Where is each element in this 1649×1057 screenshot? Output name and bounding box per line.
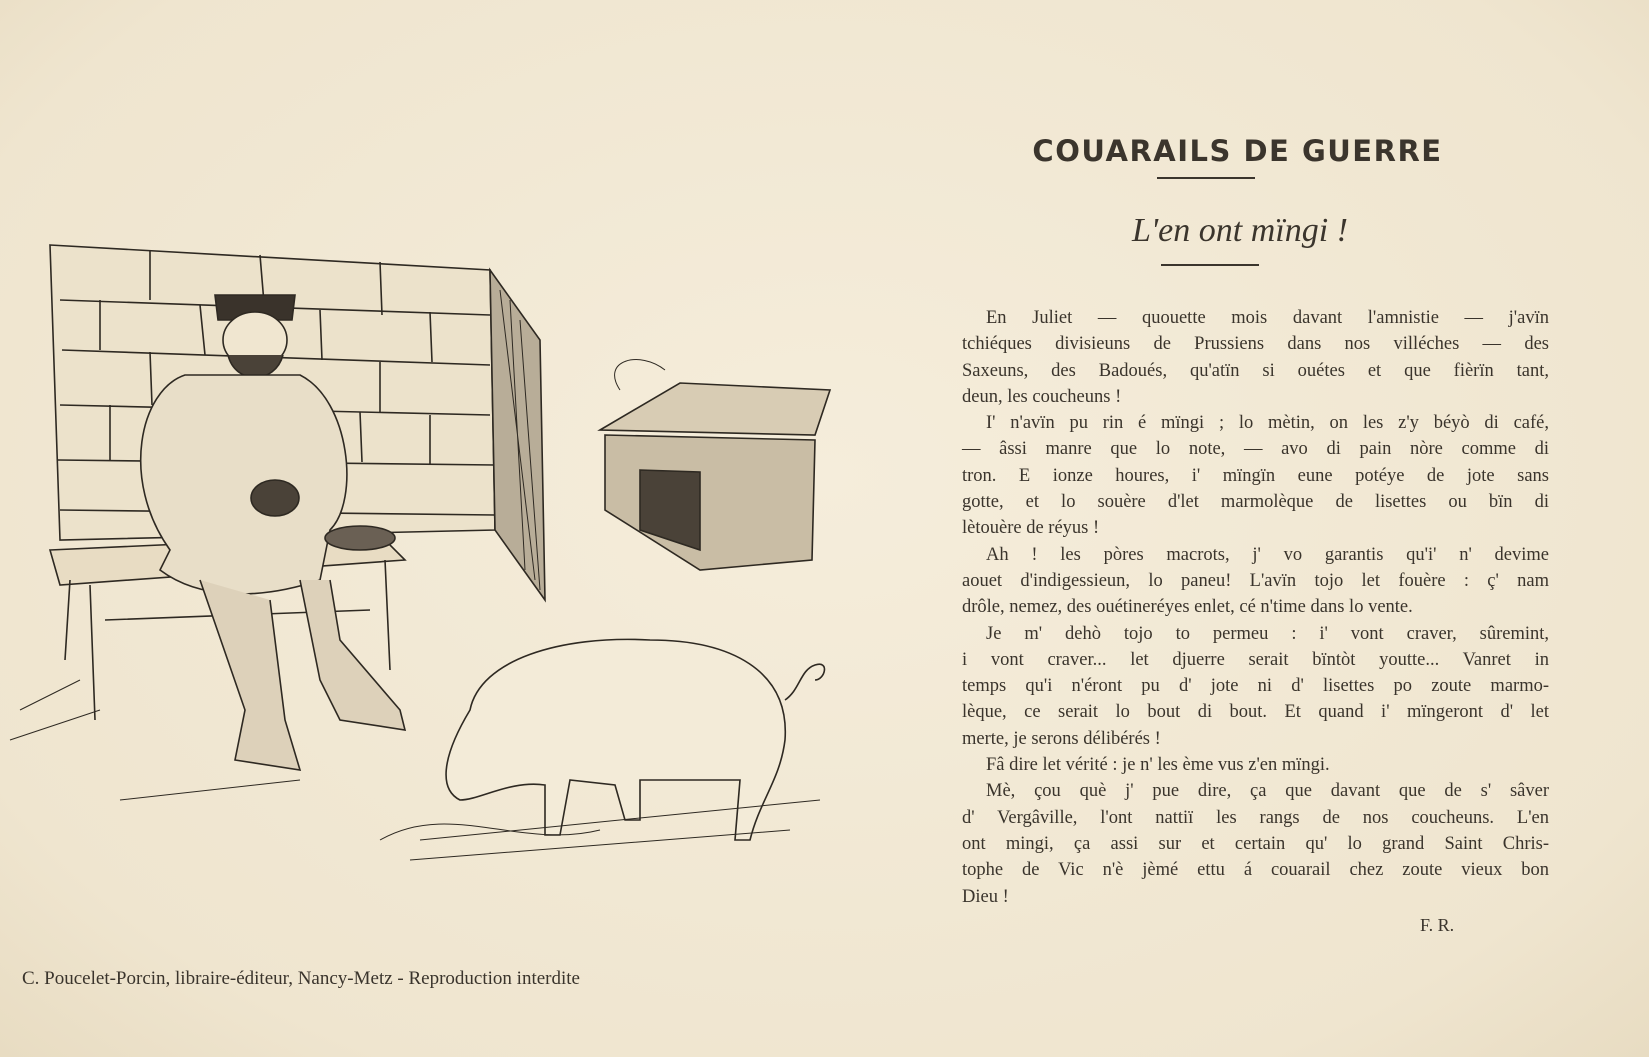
text-line: gotte, et lo souère d'let marmolèque de lisettes ou bïn di (962, 492, 1549, 513)
text-line: deun, les coucheuns ! (962, 386, 1122, 407)
text-line: tchiéques divisieuns de Prussiens dans nos villéches — des (962, 334, 1549, 355)
text-line: tophe de Vic n'è jèmé ettu á couarail chez zoute vieux bon (962, 860, 1549, 881)
pig (380, 639, 824, 860)
hut (600, 360, 830, 570)
text-line: Dieu ! (962, 886, 1009, 907)
text-line: aouet d'indigessieun, lo paneu! L'avïn tojo let fouère : ç' nam (962, 570, 1549, 591)
text-line: temps qu'i n'éront pu d' jote ni d' lisettes po zoute marmo- (962, 676, 1549, 697)
poem-text (962, 305, 1549, 910)
illustration-soldier-and-pig (0, 240, 840, 880)
text-line: i vont craver... let djuerre serait bïntòt youtte... Vanret in (962, 649, 1549, 670)
text-line: — âssi manre que lo note, — avo di pain nòre comme di (962, 439, 1549, 460)
text-line: Ah ! les pòres macrots, j' vo garantis qu'i' n' devime (986, 544, 1549, 565)
text-line: lètouère de réyus ! (962, 518, 1100, 539)
text-line: lèque, ce serait lo bout di bout. Et quand i' mïngeront d' let (962, 702, 1549, 723)
publisher-line: C. Poucelet-Porcin, libraire-éditeur, Nancy-Metz - Reproduction interdite (22, 968, 580, 989)
text-line: ont mingi, ça assi sur et certain qu' lo grand Saint Chris- (962, 833, 1549, 854)
text-line: Mè, çou què j' pue dire, ça que davant que de s' sâver (986, 781, 1549, 802)
text-line: drôle, nemez, des ouétineréyes enlet, cé n'time dans lo vente. (962, 597, 1413, 618)
heading-subtitle: L'en ont mïngi ! (1132, 212, 1348, 249)
title-divider (1157, 177, 1255, 179)
subtitle-divider (1161, 264, 1259, 266)
text-line: merte, je serons délibérés ! (962, 728, 1161, 749)
text-line: d' Vergâville, l'ont nattiï les rangs de nos coucheuns. L'en (962, 807, 1549, 828)
text-line: Saxeuns, des Badoués, qu'atïn si ouétes et que fièrïn tant, (962, 360, 1549, 381)
text-line: En Juliet — quouette mois davant l'amnistie — j'avïn (986, 308, 1549, 328)
text-line: I' n'avïn pu rin é mïngi ; lo mètin, on les z'y béyò di café, (986, 413, 1549, 434)
text-line: Fâ dire let vérité : je n' les ème vus z'en mïngi. (986, 755, 1330, 776)
text-line: Je m' dehò tojo to permeu : i' vont craver, sûremint, (986, 623, 1549, 644)
heading-title: COUARAILS DE GUERRE (1032, 134, 1443, 168)
signature: F. R. (1420, 915, 1455, 935)
text-line: tron. E ionze houres, i' mïngïn eune potéye de jote sans (962, 465, 1549, 486)
